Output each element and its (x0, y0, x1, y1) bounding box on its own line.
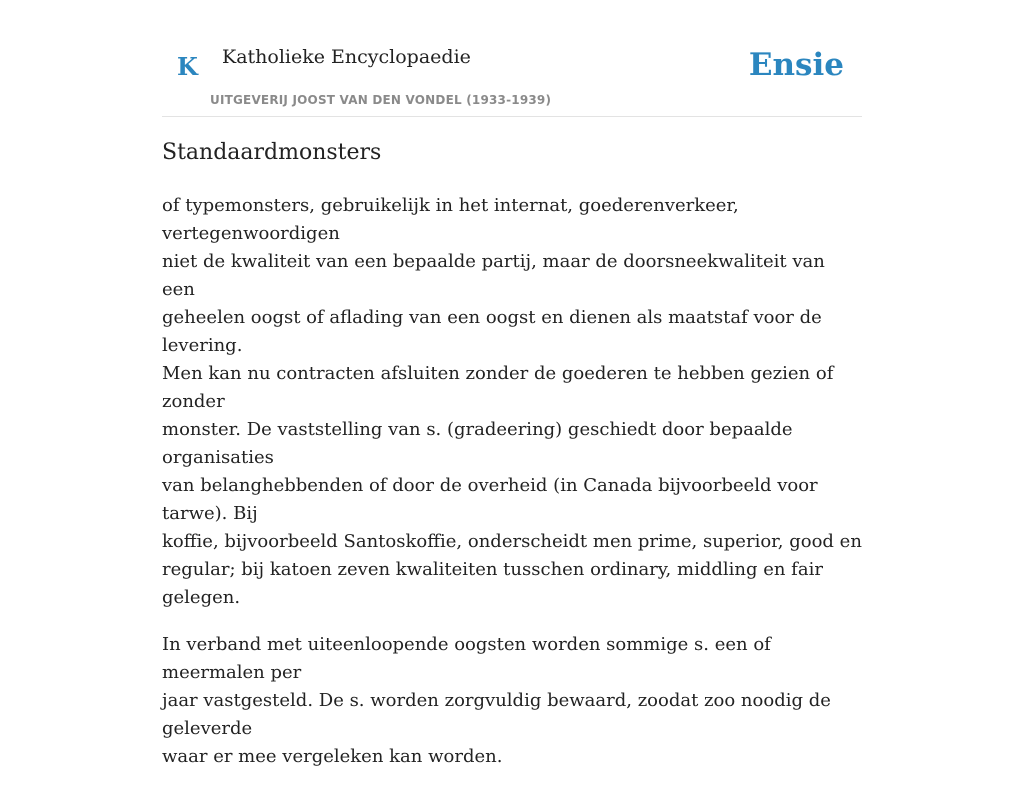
article-title: Standaardmonsters (162, 140, 382, 165)
site-header (162, 0, 862, 117)
article-paragraph: of typemonsters, gebruikelijk in het internat, goederenverkeer, vertegenwoordigen niet de kwaliteit van een bepaalde partij, maar de doorsneekwaliteit van een geheelen oogst of aflading van een oogst en dienen als maatstaf voor de levering. Men kan nu contracten afsluiten zonder de goederen te hebben gezien of zonder monster. De vaststelling van s. (gradeering) geschiedt door bepaalde organisaties van belanghebbenden of door de overheid (in Canada bijvoorbeeld voor tarwe). Bij koffie, bijvoorbeeld Santoskoffie, onderscheidt men prime, superior, good en regular; bij katoen zeven kwaliteiten tusschen ordinary, middling en fair gelegen. (162, 195, 862, 608)
encyclopedia-logo-icon[interactable]: K (177, 52, 198, 81)
brand-logo-link[interactable]: Ensie (748, 47, 844, 83)
publisher-label: UITGEVERIJ JOOST VAN DEN VONDEL (1933-1939) (210, 93, 552, 107)
article-body (162, 192, 862, 790)
article-paragraph: In verband met uiteenloopende oogsten worden sommige s. een of meermalen per jaar vastgesteld. De s. worden zorgvuldig bewaard, zoodat zoo noodig de geleverde waar er mee vergeleken kan worden. (162, 634, 831, 767)
site-title[interactable]: Katholieke Encyclopaedie (222, 46, 471, 68)
